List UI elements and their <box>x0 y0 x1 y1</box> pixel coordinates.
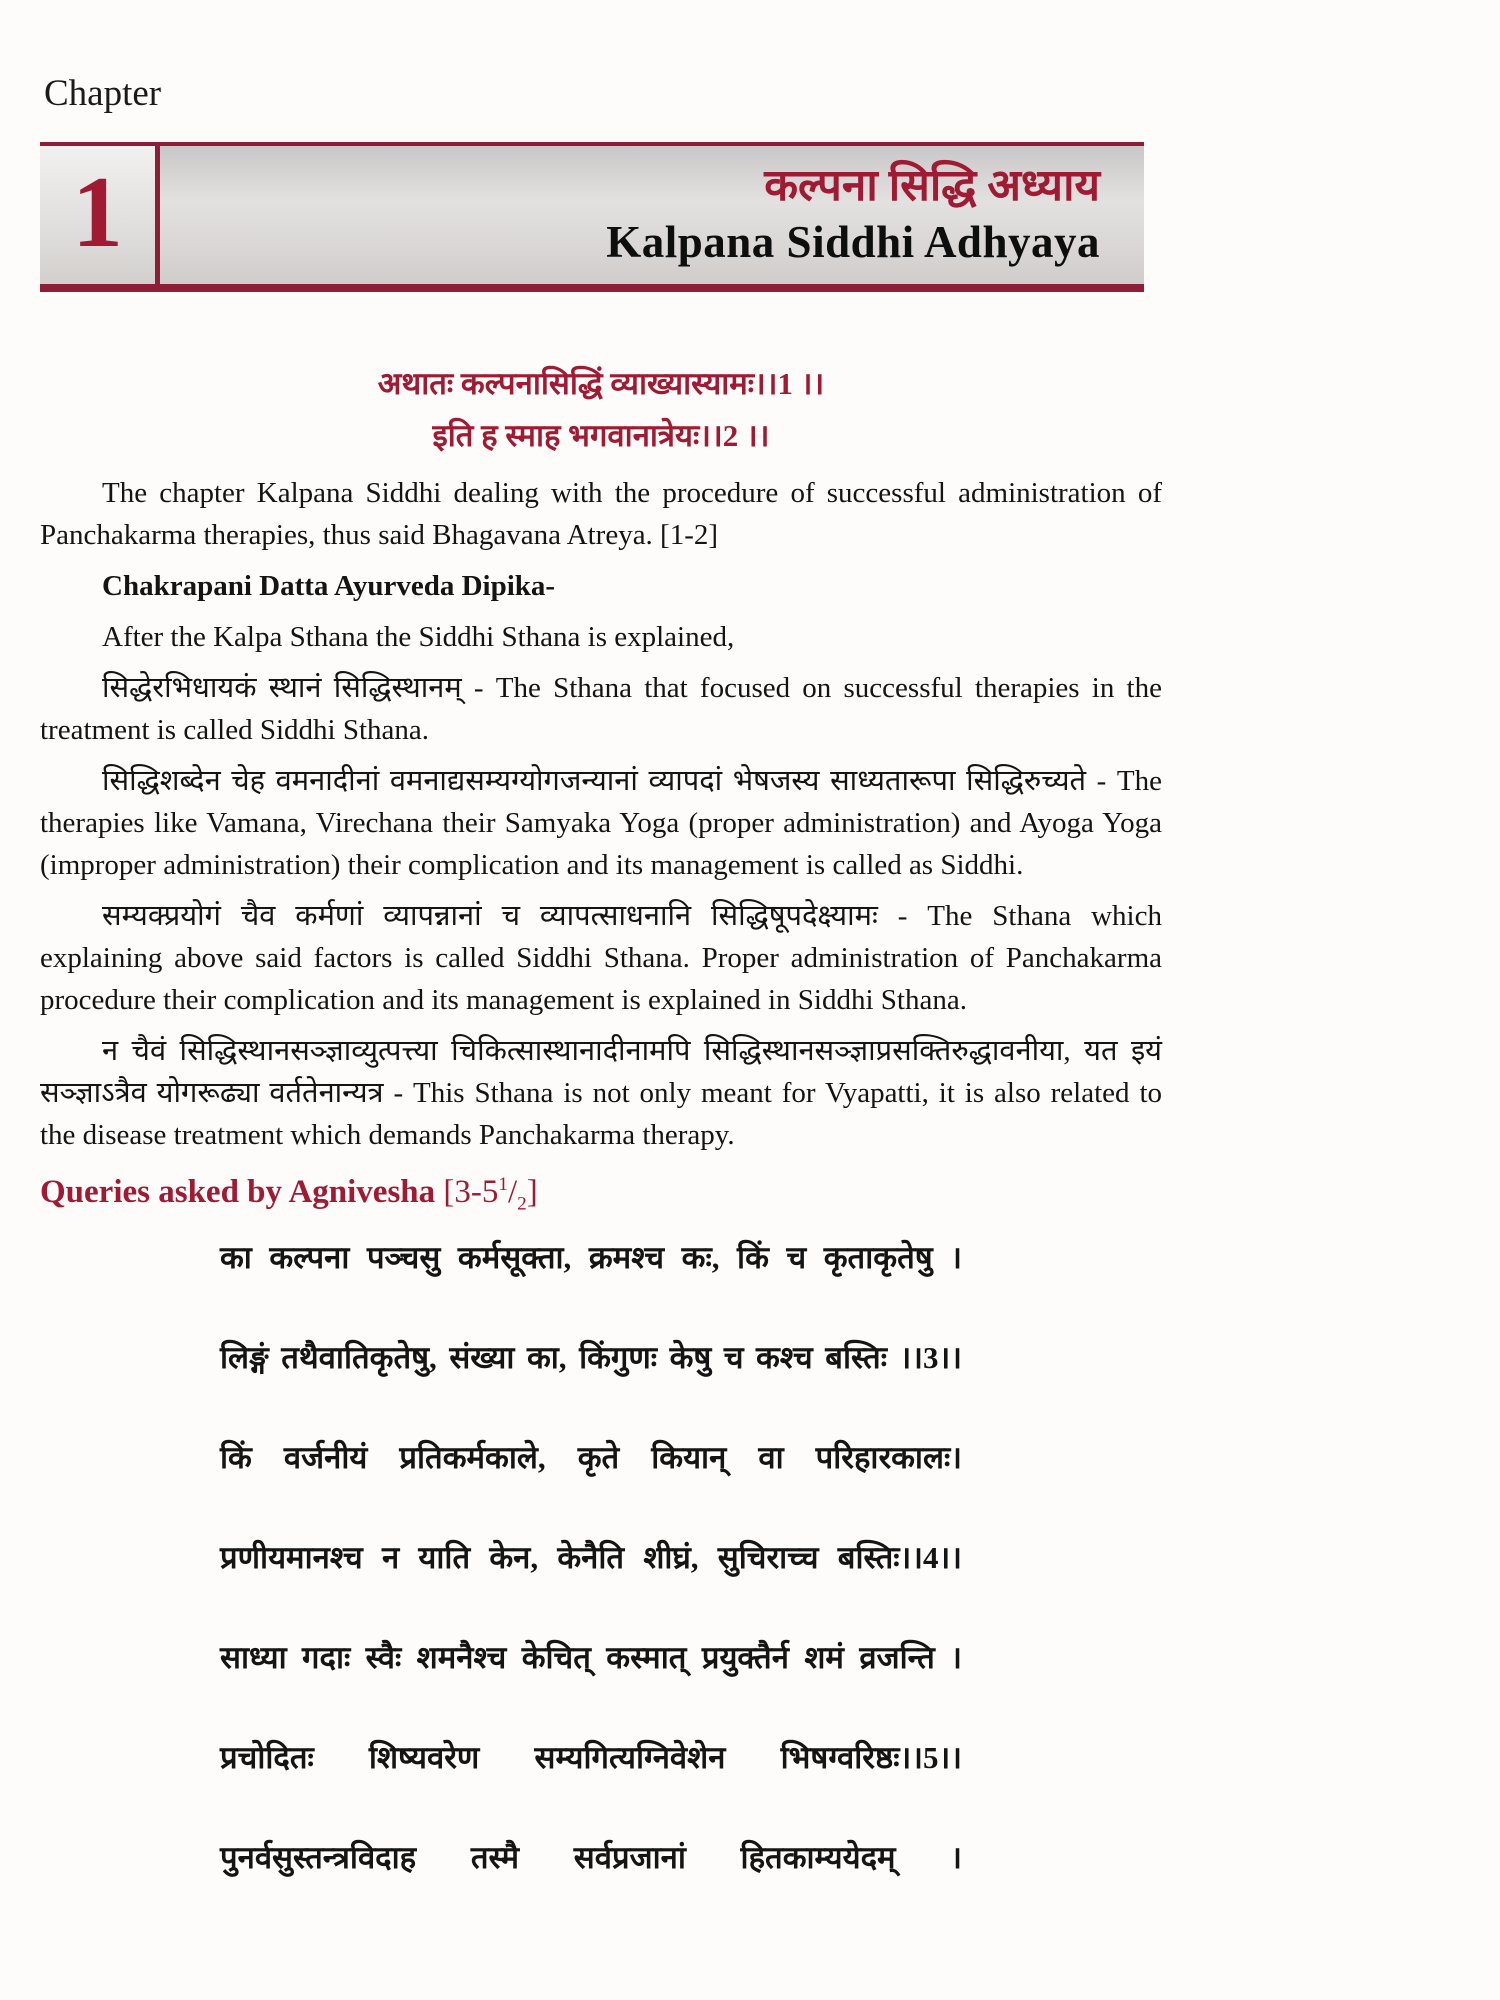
queries-ref-denominator: 2 <box>517 1193 527 1215</box>
queries-heading <box>40 1174 1162 1216</box>
chapter-number-box <box>40 146 160 284</box>
queries-ref-open: [3-5 <box>435 1174 499 1210</box>
sloka-line-1: का कल्पना पञ्चसु कर्मसूक्ता, क्रमश्च कः, किं च कृताकृतेषु । <box>220 1239 962 1275</box>
chapter-number: 1 <box>72 156 123 269</box>
paragraph-translation-verse-1-2: The chapter Kalpana Siddhi dealing with the procedure of successful administration of Panchakarma therapies, thus said Bhagavana Atreya. [1-2] <box>40 477 1162 551</box>
content-column <box>40 358 1162 1880</box>
commentary-siddhi-sthana-scope: सम्यक्प्रयोगं चैव कर्मणां व्यापन्नानां च व्यापत्साधनानि सिद्धिषूपदेक्ष्यामः - The Sthana which explaining above said factors is called Siddhi Sthana. Proper administration of Panchakarma procedure their complication and its management is explained in Siddhi Sthana. <box>40 900 1162 1016</box>
chapter-titles <box>160 146 1144 284</box>
opening-verse-line-2: इति ह स्माह भगवानात्रेयः।।2 ।। <box>432 418 770 453</box>
sloka-line-5: साध्या गदाः स्वैः शमनैश्च केचित् कस्मात् प्रयुक्तैर्न शमं व्रजन्ति । <box>220 1639 962 1675</box>
commentary-sanjna-note: न चैवं सिद्धिस्थानसञ्ज्ञाव्युत्पत्त्या चिकित्सास्थानादीनामपि सिद्धिस्थानसञ्ज्ञाप्रसक्तिरुद्धावनीया, यत इयं सञ्ज्ञाऽत्रैव योगरूढ्या वर्ततेनान्यत्र - This Sthana is not only meant for Vyapatti, it is also related to the disease treatment which demands Panchakarma therapy. <box>40 1035 1162 1151</box>
commentary-siddhi-definition: सिद्धिशब्देन चेह वमनादीनां वमनाद्यसम्यग्योगजन्यानां व्यापदां भेषजस्य साध्यतारूपा सिद्धिरुच्यते - The therapies like Vamana, Virechana their Samyaka Yoga (proper administration) and Ayoga Yoga (improper administration) their complication and its management is called as Siddhi. <box>40 765 1162 881</box>
queries-heading-reference <box>435 1174 538 1215</box>
sloka-line-7: पुनर्वसुस्तन्त्रविदाह तस्मै सर्वप्रजानां हितकाम्ययेदम् । <box>220 1839 962 1875</box>
queries-heading-label: Queries asked by Agnivesha <box>40 1174 436 1210</box>
chapter-header-band <box>40 142 1144 292</box>
opening-verses <box>40 358 1162 462</box>
sloka-block <box>220 1236 962 1880</box>
chapter-title-devanagari: कल्पना सिद्धि अध्याय <box>764 161 1100 211</box>
queries-ref-numerator: 1 <box>498 1174 508 1195</box>
sloka-line-3: किं वर्जनीयं प्रतिकर्मकाले, कृते कियान् वा परिहारकालः। <box>220 1439 962 1475</box>
queries-ref-close: ] <box>526 1174 538 1210</box>
opening-verse-line-1: अथातः कल्पनासिद्धिं व्याख्यास्यामः।।1 ।। <box>377 366 825 401</box>
chapter-label: Chapter <box>44 73 162 114</box>
sloka-line-4: प्रणीयमानश्च न याति केन, केनैति शीघ्रं, सुचिराच्च बस्तिः।।4।। <box>220 1539 962 1575</box>
commentary-siddhi-sthana-definition: सिद्धेरभिधायकं स्थानं सिद्धिस्थानम् - The Sthana that focused on successful therapies in the treatment is called Siddhi Sthana. <box>40 672 1162 746</box>
sloka-line-6: प्रचोदितः शिष्यवरेण सम्यगित्यग्निवेशेन भिषग्वरिष्ठः।।5।। <box>220 1739 962 1775</box>
body-text <box>40 472 1162 1156</box>
sloka-line-2: लिङ्गं तथैवातिकृतेषु, संख्या का, किंगुणः केषु च कश्च बस्तिः ।।3।। <box>220 1339 962 1375</box>
commentary-title: Chakrapani Datta Ayurveda Dipika- <box>102 570 556 602</box>
queries-ref-slash: / <box>507 1174 518 1210</box>
chapter-title-english: Kalpana Siddhi Adhyaya <box>606 217 1100 268</box>
commentary-intro: After the Kalpa Sthana the Siddhi Sthana is explained, <box>102 621 735 653</box>
